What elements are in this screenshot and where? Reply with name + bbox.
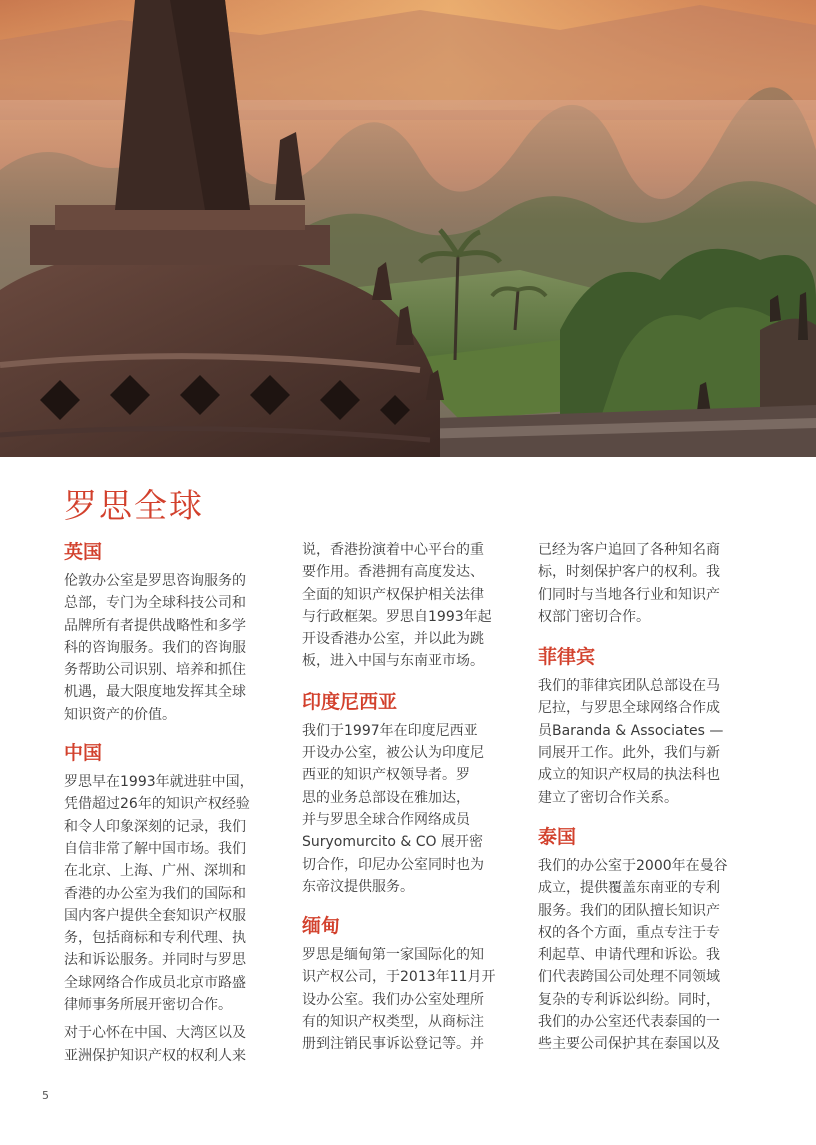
text-line: 罗思是缅甸第一家国际化的知 [302, 947, 484, 964]
text-line: 说，香港扮演着中心平台的重 [302, 542, 484, 558]
text-line: 亚洲保护知识产权的权利人来 [64, 1047, 246, 1064]
section-body-china: 罗思早在1993年就进驻中国， 凭借超过26年的知识产权经验 和令人印象深刻的记录，我们 自信非常了解中国市场。我们 在北京、上海、广州、深圳和 香港的办公室为我们的国际和 国内客户提供全套知识产权服 务，包括商标和专利代理、执 法和诉讼服务。并同时与罗思 全球网络合作成员北京市路盛 律师事务所展开密切合作。 [64, 774, 254, 1014]
section-body-indonesia: 我们于1997年在印度尼西亚 开设办公室，被公认为印度尼 西亚的知识产权领导者。罗 思的业务总部设在雅加达， 并与罗思全球合作网络成员 Suryomurcito & CO 展开密 切合作，印尼办公室同时也为 东帝汶提供服务。 [302, 722, 484, 895]
section-body-china-cont-col1 [64, 1022, 277, 1067]
text-line: 设办公室。我们办公室处理所 [302, 991, 484, 1008]
section-heading-china: 中国 [64, 742, 103, 765]
hero-photo [0, 0, 816, 457]
text-line: 权部门密切合作。 [538, 608, 650, 625]
section-body-thailand: 我们的办公室于2000年在曼谷 成立，提供覆盖东南亚的专利 服务。我们的团队擅长知识产 权的各个方面，重点专注于专 利起草、申请代理和诉讼。我 们代表跨国公司处理不同领域 复杂的专利诉讼纠纷。同时， 我们的办公室还代表泰国的一 些主要公司保护其在泰国以及 [538, 857, 728, 1053]
temple-landscape-illustration [0, 0, 816, 457]
text-line: 对于心怀在中国、大湾区以及 [64, 1025, 246, 1042]
page-title: 罗思全球 [64, 486, 204, 525]
column-2 [302, 539, 516, 1056]
text-line: 们同时与当地各行业和知识产 [538, 586, 720, 603]
text-line: 要作用。香港拥有高度发达、 [302, 564, 484, 581]
section-body-philippines: 我们的菲律宾团队总部设在马 尼拉，与罗思全球网络合作成 员Baranda & Associates — 同展开工作。此外，我们与新 成立的知识产权局的执法科也 建立了密切合作关系。 [538, 678, 724, 806]
section-heading-myanmar: 缅甸 [302, 915, 341, 938]
section-heading-indonesia: 印度尼西亚 [302, 690, 398, 713]
section-body-china-cont-col2 [302, 539, 516, 673]
text-line: 标，时刻保护客户的权利。我 [538, 564, 720, 581]
text-line: 有的知识产权类型，从商标注 [302, 1014, 484, 1031]
column-3 [538, 539, 752, 1056]
text-line: 板，进入中国与东南亚市场。 [302, 653, 484, 670]
section-body-myanmar-col2 [302, 944, 516, 1055]
text-line: 开设香港办公室，并以此为跳 [302, 631, 484, 648]
section-heading-thailand: 泰国 [538, 825, 577, 848]
column-1 [64, 538, 277, 1067]
section-body-myanmar-col3 [538, 539, 752, 628]
section-heading-uk: 英国 [64, 541, 103, 563]
text-line: 识产权公司，于2013年11月开 [302, 969, 496, 986]
page-number: 5 [42, 1089, 49, 1102]
text-line: 已经为客户追回了各种知名商 [538, 542, 720, 558]
section-body-uk: 伦敦办公室是罗思咨询服务的 总部，专门为全球科技公司和 品牌所有者提供战略性和多学 科的咨询服务。我们的咨询服 务帮助公司识别、培养和抓住 机遇，最大限度地发挥其全球 知识资产的价值。 [64, 573, 246, 723]
text-line: 册到注销民事诉讼登记等。并 [302, 1036, 484, 1053]
text-line: 与行政框架。罗思自1993年起 [302, 608, 492, 625]
section-heading-philippines: 菲律宾 [538, 646, 596, 669]
text-line: 全面的知识产权保护相关法律 [302, 586, 484, 603]
